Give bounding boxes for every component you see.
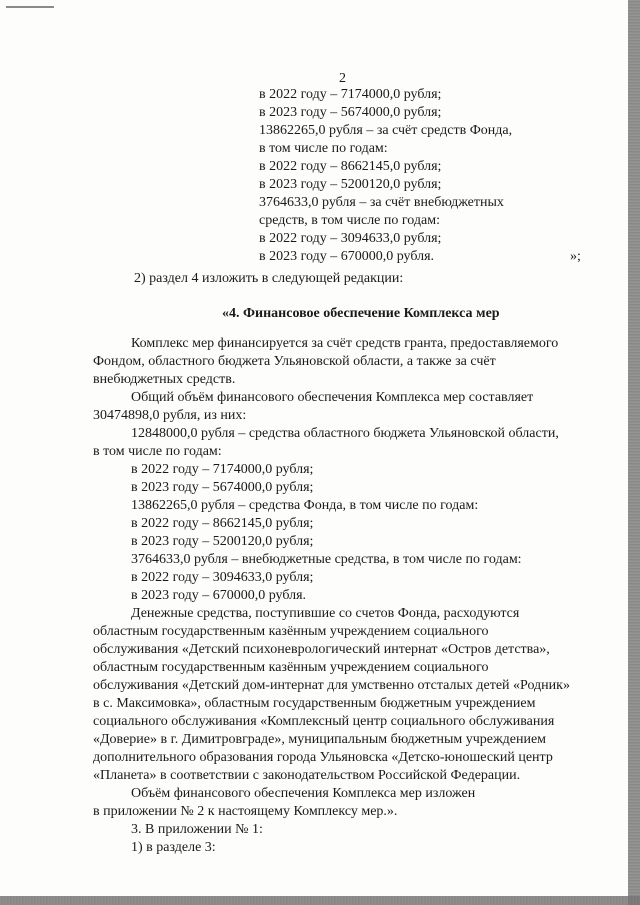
text-line: «Планета» в соответствии с законодательством Российской Федерации.	[93, 768, 521, 783]
text-line: 13862265,0 рубля – за счёт средств Фонда,	[259, 123, 513, 138]
text-line: в 2023 году – 5674000,0 рубля;	[259, 105, 442, 120]
text-line: областным государственным казённым учреждением социального	[93, 624, 489, 639]
section-heading: «4. Финансовое обеспечение Комплекса мер	[222, 306, 500, 321]
text-line: социального обслуживания «Комплексный центр социального обслуживания	[93, 714, 555, 729]
text-line: 30474898,0 рубля, из них:	[93, 408, 247, 423]
text-line: обслуживания «Детский психоневрологический интернат «Остров детства»,	[93, 642, 550, 657]
closing-quote: »;	[570, 249, 581, 264]
text-line: «Доверие» в г. Димитровграде», муниципальным бюджетным учреждением	[93, 732, 547, 747]
text-line: дополнительного образования города Ульяновска «Детско-юношеский центр	[93, 750, 553, 765]
text-line: в том числе по годам:	[93, 444, 222, 459]
page-number: 2	[339, 71, 346, 86]
amendment-item: 2) раздел 4 изложить в следующей редакции:	[134, 271, 404, 286]
text-line: в 2023 году – 670000,0 рубля.	[131, 588, 307, 603]
text-line: 3764633,0 рубля – за счёт внебюджетных	[259, 195, 504, 210]
text-line: Общий объём финансового обеспечения Комплекса мер составляет	[131, 390, 534, 405]
text-line: 3. В приложении № 1:	[131, 822, 263, 837]
text-line: в том числе по годам:	[259, 141, 388, 156]
scan-edge-right	[628, 0, 640, 905]
text-line: Денежные средства, поступившие со счетов Фонда, расходуются	[131, 606, 520, 621]
text-line: в 2023 году – 5200120,0 рубля;	[131, 534, 314, 549]
text-line: в 2022 году – 3094633,0 рубля;	[259, 231, 442, 246]
text-line: в 2022 году – 8662145,0 рубля;	[131, 516, 314, 531]
text-line: в 2023 году – 670000,0 рубля.	[259, 249, 435, 264]
text-line: в приложении № 2 к настоящему Комплексу мер.».	[93, 804, 398, 819]
text-line: обслуживания «Детский дом-интернат для умственно отсталых детей «Родник»	[93, 678, 570, 693]
text-line: 12848000,0 рубля – средства областного бюджета Ульяновской области,	[131, 426, 559, 441]
text-line: в 2022 году – 7174000,0 рубля;	[259, 87, 442, 102]
text-line: внебюджетных средств.	[93, 372, 236, 387]
text-line: 3764633,0 рубля – внебюджетные средства, в том числе по годам:	[131, 552, 522, 567]
text-line: в 2022 году – 7174000,0 рубля;	[131, 462, 314, 477]
text-line: средств, в том числе по годам:	[259, 213, 440, 228]
text-line: в 2022 году – 8662145,0 рубля;	[259, 159, 442, 174]
text-line: в 2022 году – 3094633,0 рубля;	[131, 570, 314, 585]
text-line: в с. Максимовка», областным государственным бюджетным учреждением	[93, 696, 536, 711]
text-line: Объём финансового обеспечения Комплекса мер изложен	[131, 786, 476, 801]
text-line: в 2023 году – 5200120,0 рубля;	[259, 177, 442, 192]
scan-edge-bottom	[0, 896, 640, 905]
text-line: Комплекс мер финансируется за счёт средств гранта, предоставляемого	[131, 336, 559, 351]
text-line: 13862265,0 рубля – средства Фонда, в том числе по годам:	[131, 498, 479, 513]
text-line: Фондом, областного бюджета Ульяновской области, а также за счёт	[93, 354, 496, 369]
text-line: в 2023 году – 5674000,0 рубля;	[131, 480, 314, 495]
text-line: областным государственным казённым учреждением социального	[93, 660, 489, 675]
text-line: 1) в разделе 3:	[131, 840, 216, 855]
